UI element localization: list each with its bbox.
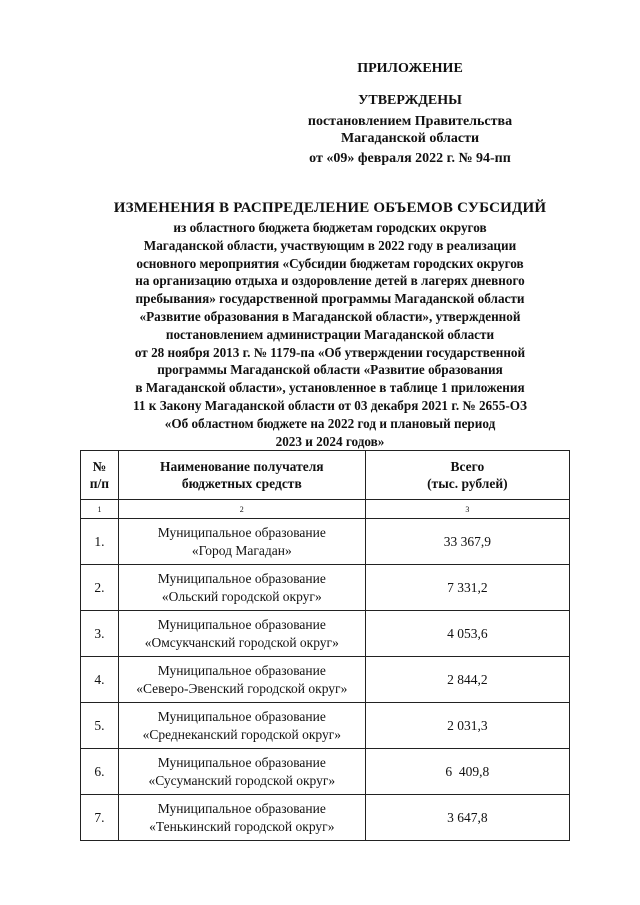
approved-label: УТВЕРЖДЕНЫ [358,93,462,108]
table-row [81,749,570,795]
table-row [81,519,570,565]
table-row [81,657,570,703]
subtitle-line: «Об областном бюджете на 2022 год и плановый период [164,415,496,431]
row-total: 33 367,9 [365,519,569,565]
subtitle-line: «Развитие образования в Магаданской области», утвержденной [139,308,521,324]
row-total: 6 409,8 [365,749,569,795]
table-row [81,611,570,657]
row-total: 4 053,6 [365,611,569,657]
subtitle-line: программы Магаданской области «Развитие образования [157,362,503,378]
recipient-name-line-2: «Тенькинский городской округ» [149,818,335,834]
recipient-name-line-1: Муниципальное образование [157,570,326,586]
row-total: 2 844,2 [365,657,569,703]
recipient-name [118,519,365,565]
row-number: 4. [81,657,119,703]
recipient-name-line-1: Муниципальное образование [157,754,326,770]
row-total: 3 647,8 [365,795,569,841]
row-number: 6. [81,749,119,795]
recipient-name-line-2: «Город Магадан» [191,542,292,558]
subsidy-table [80,450,570,841]
column-index: 2 [118,500,365,519]
recipient-name-line-1: Муниципальное образование [157,616,326,632]
header-num [81,451,119,500]
approval-line-1: постановлением Правительства [307,114,513,129]
header-recipient [118,451,365,500]
row-total: 7 331,2 [365,565,569,611]
recipient-name-line-1: Муниципальное образование [157,708,326,724]
row-number: 3. [81,611,119,657]
subtitle-line: основного мероприятия «Субсидии бюджетам городских округов [136,255,524,271]
column-index-row [81,500,570,519]
recipient-name [118,795,365,841]
recipient-name [118,749,365,795]
document-title: ИЗМЕНЕНИЯ В РАСПРЕДЕЛЕНИЕ ОБЪЕМОВ СУБСИДИЙ [113,200,547,216]
recipient-name [118,611,365,657]
subtitle-line: 11 к Закону Магаданской области от 03 декабря 2021 г. № 2655-ОЗ [133,397,527,413]
row-number: 2. [81,565,119,611]
recipient-name-line-1: Муниципальное образование [157,662,326,678]
subtitle-line: постановлением администрации Магаданской области [165,326,495,342]
header-total [365,451,569,500]
row-total: 2 031,3 [365,703,569,749]
subtitle-line: на организацию отдыха и оздоровление детей в лагерях дневного [135,273,525,289]
approval-line-2: Магаданской области [340,131,480,146]
subtitle-line: от 28 ноября 2013 г. № 1179-па «Об утверждении государственной [134,344,526,360]
subtitle-line: 2023 и 2024 годов» [275,433,385,449]
recipient-name-line-1: Муниципальное образование [157,524,326,540]
table-header-row [81,451,570,500]
subtitle-line: в Магаданской области», установленное в таблице 1 приложения [135,380,525,396]
recipient-name-line-2: «Сусуманский городской округ» [148,772,336,788]
recipient-name-line-2: «Северо-Эвенский городской округ» [136,680,348,696]
recipient-name [118,657,365,703]
header-total-line-2: (тыс. рублей) [427,476,508,491]
subtitle-line: пребывания» государственной программы Магаданской области [135,291,525,307]
recipient-name [118,565,365,611]
subtitle-line: Магаданской области, участвующим в 2022 году в реализации [143,237,517,253]
recipient-name-line-2: «Ольский городской округ» [161,588,322,604]
row-number: 7. [81,795,119,841]
recipient-name-line-1: Муниципальное образование [157,800,326,816]
table-row [81,703,570,749]
recipient-name-line-2: «Омсукчанский городской округ» [144,634,339,650]
appendix-title: ПРИЛОЖЕНИЕ [357,61,463,76]
header-num-line-1: № [92,459,107,474]
column-index: 1 [81,500,119,519]
subtitle-line: из областного бюджета бюджетам городских округов [173,220,487,235]
row-number: 1. [81,519,119,565]
header-recipient-line-2: бюджетных средств [181,476,302,491]
column-index: 3 [365,500,569,519]
recipient-name-line-2: «Среднеканский городской округ» [142,726,342,742]
recipient-name [118,703,365,749]
row-number: 5. [81,703,119,749]
document-subtitle [80,219,580,450]
table-row [81,565,570,611]
approval-line-3: от «09» февраля 2022 г. № 94-пп [309,151,511,166]
table-row [81,795,570,841]
header-num-line-2: п/п [89,476,110,491]
header-total-line-1: Всего [450,459,485,474]
header-recipient-line-1: Наименование получателя [160,459,324,474]
